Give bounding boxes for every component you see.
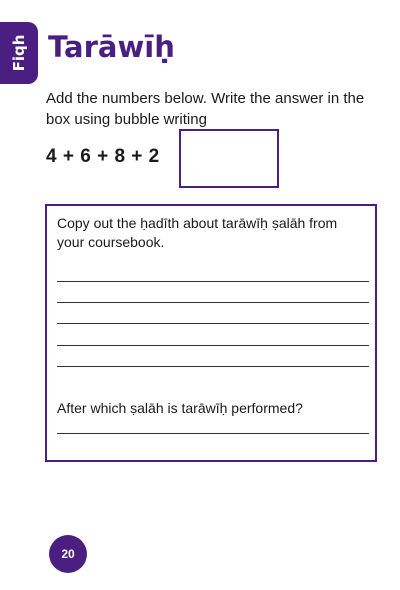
writing-line[interactable] xyxy=(57,366,369,367)
writing-line[interactable] xyxy=(57,281,369,282)
writing-line[interactable] xyxy=(57,345,369,346)
answer-box[interactable] xyxy=(179,129,279,188)
section-tab-label: Fiqh xyxy=(10,34,28,72)
question-text: After which ṣalāh is tarāwīḥ performed? xyxy=(57,400,303,416)
instruction-text: Add the numbers below. Write the answer in the box using bubble writing xyxy=(46,90,365,128)
writing-line[interactable] xyxy=(57,323,369,324)
hadith-box xyxy=(45,204,377,462)
hadith-prompt: Copy out the ḥadīth about tarāwīḥ ṣalāh from your coursebook. xyxy=(57,215,338,250)
page-title: Tarāwīḥ xyxy=(48,30,175,64)
writing-line[interactable] xyxy=(57,302,369,303)
answer-line[interactable] xyxy=(57,433,369,434)
equation: 4 + 6 + 8 + 2 xyxy=(46,146,160,167)
section-tab xyxy=(0,22,38,84)
page-number-badge xyxy=(49,535,87,573)
page-number: 20 xyxy=(61,547,75,561)
